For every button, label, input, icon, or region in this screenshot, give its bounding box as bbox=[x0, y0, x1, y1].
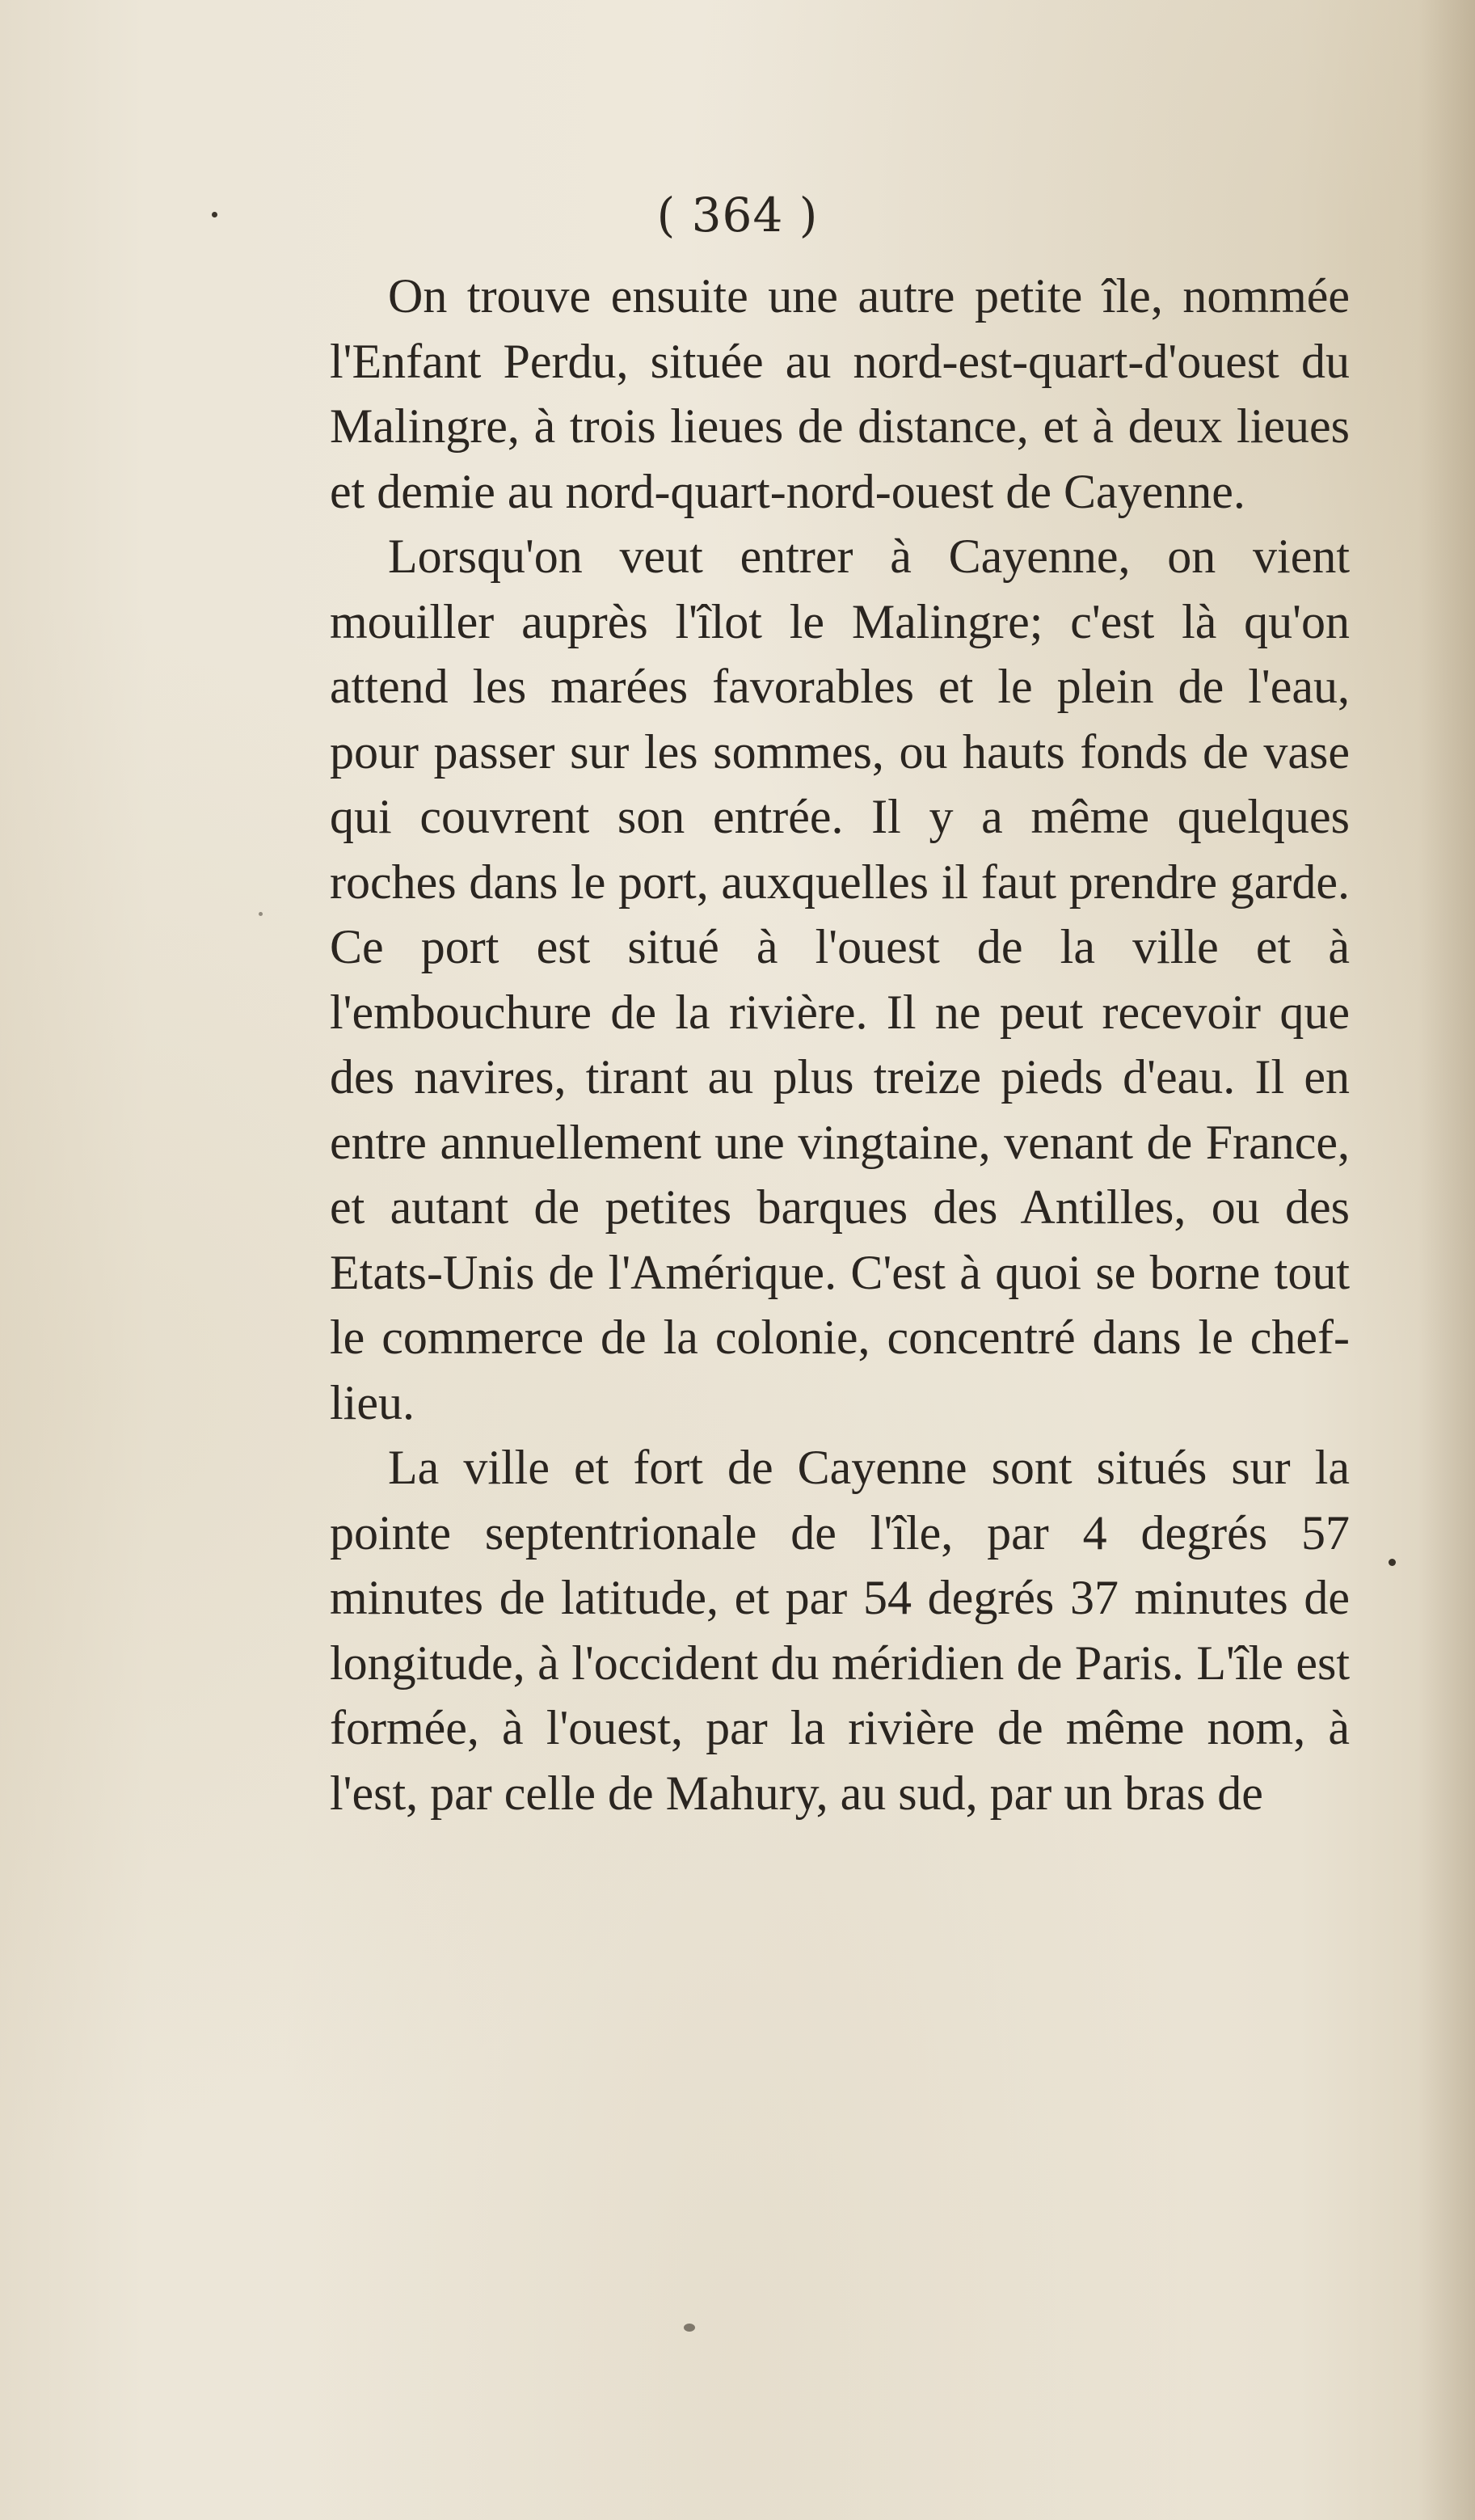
page-edge-shadow bbox=[1418, 0, 1475, 2520]
ink-speck bbox=[259, 912, 263, 916]
page-number: ( 364 ) bbox=[656, 188, 819, 243]
ink-speck bbox=[684, 2324, 695, 2332]
paragraph-3: La ville et fort de Cayenne sont situés sur la pointe septentrionale de l'île, par 4 degrés 57 minutes de latitude, et par 54 degrés 37 minutes de longitude, à l'occident du méridien de Paris. L'île est formée, à l'ouest, par la rivière de même nom, à l'est, par celle de Mahury, au sud, par un bras de bbox=[330, 1441, 1350, 1820]
paragraph-1: On trouve ensuite une autre petite île, nommée l'Enfant Perdu, située au nord-est-quart-d'ouest du Malingre, à trois lieues de distance, et à deux lieues et demie au nord-quart-nord-ouest de Cayenne. bbox=[330, 269, 1350, 518]
paragraph-2: Lorsqu'on veut entrer à Cayenne, on vient mouiller auprès l'îlot le Malingre; c'est là qu'on attend les marées favorables et le plein de l'eau, pour passer sur les sommes, ou hauts fonds de vase qui couvrent son entrée. Il y a même quelques roches dans le port, auxquelles il faut prendre garde. Ce port est situé à l'ouest de la ville et à l'embouchure de la rivière. Il ne peut recevoir que des navires, tirant au plus treize pieds d'eau. Il en entre annuellement une vingtaine, venant de France, et autant de petites barques des Antilles, ou des Etats-Unis de l'Amérique. C'est à quoi se borne tout le commerce de la colonie, concentré dans le chef-lieu. bbox=[330, 530, 1350, 1429]
body-text bbox=[330, 264, 1350, 1826]
ink-speck bbox=[1389, 1559, 1396, 1566]
